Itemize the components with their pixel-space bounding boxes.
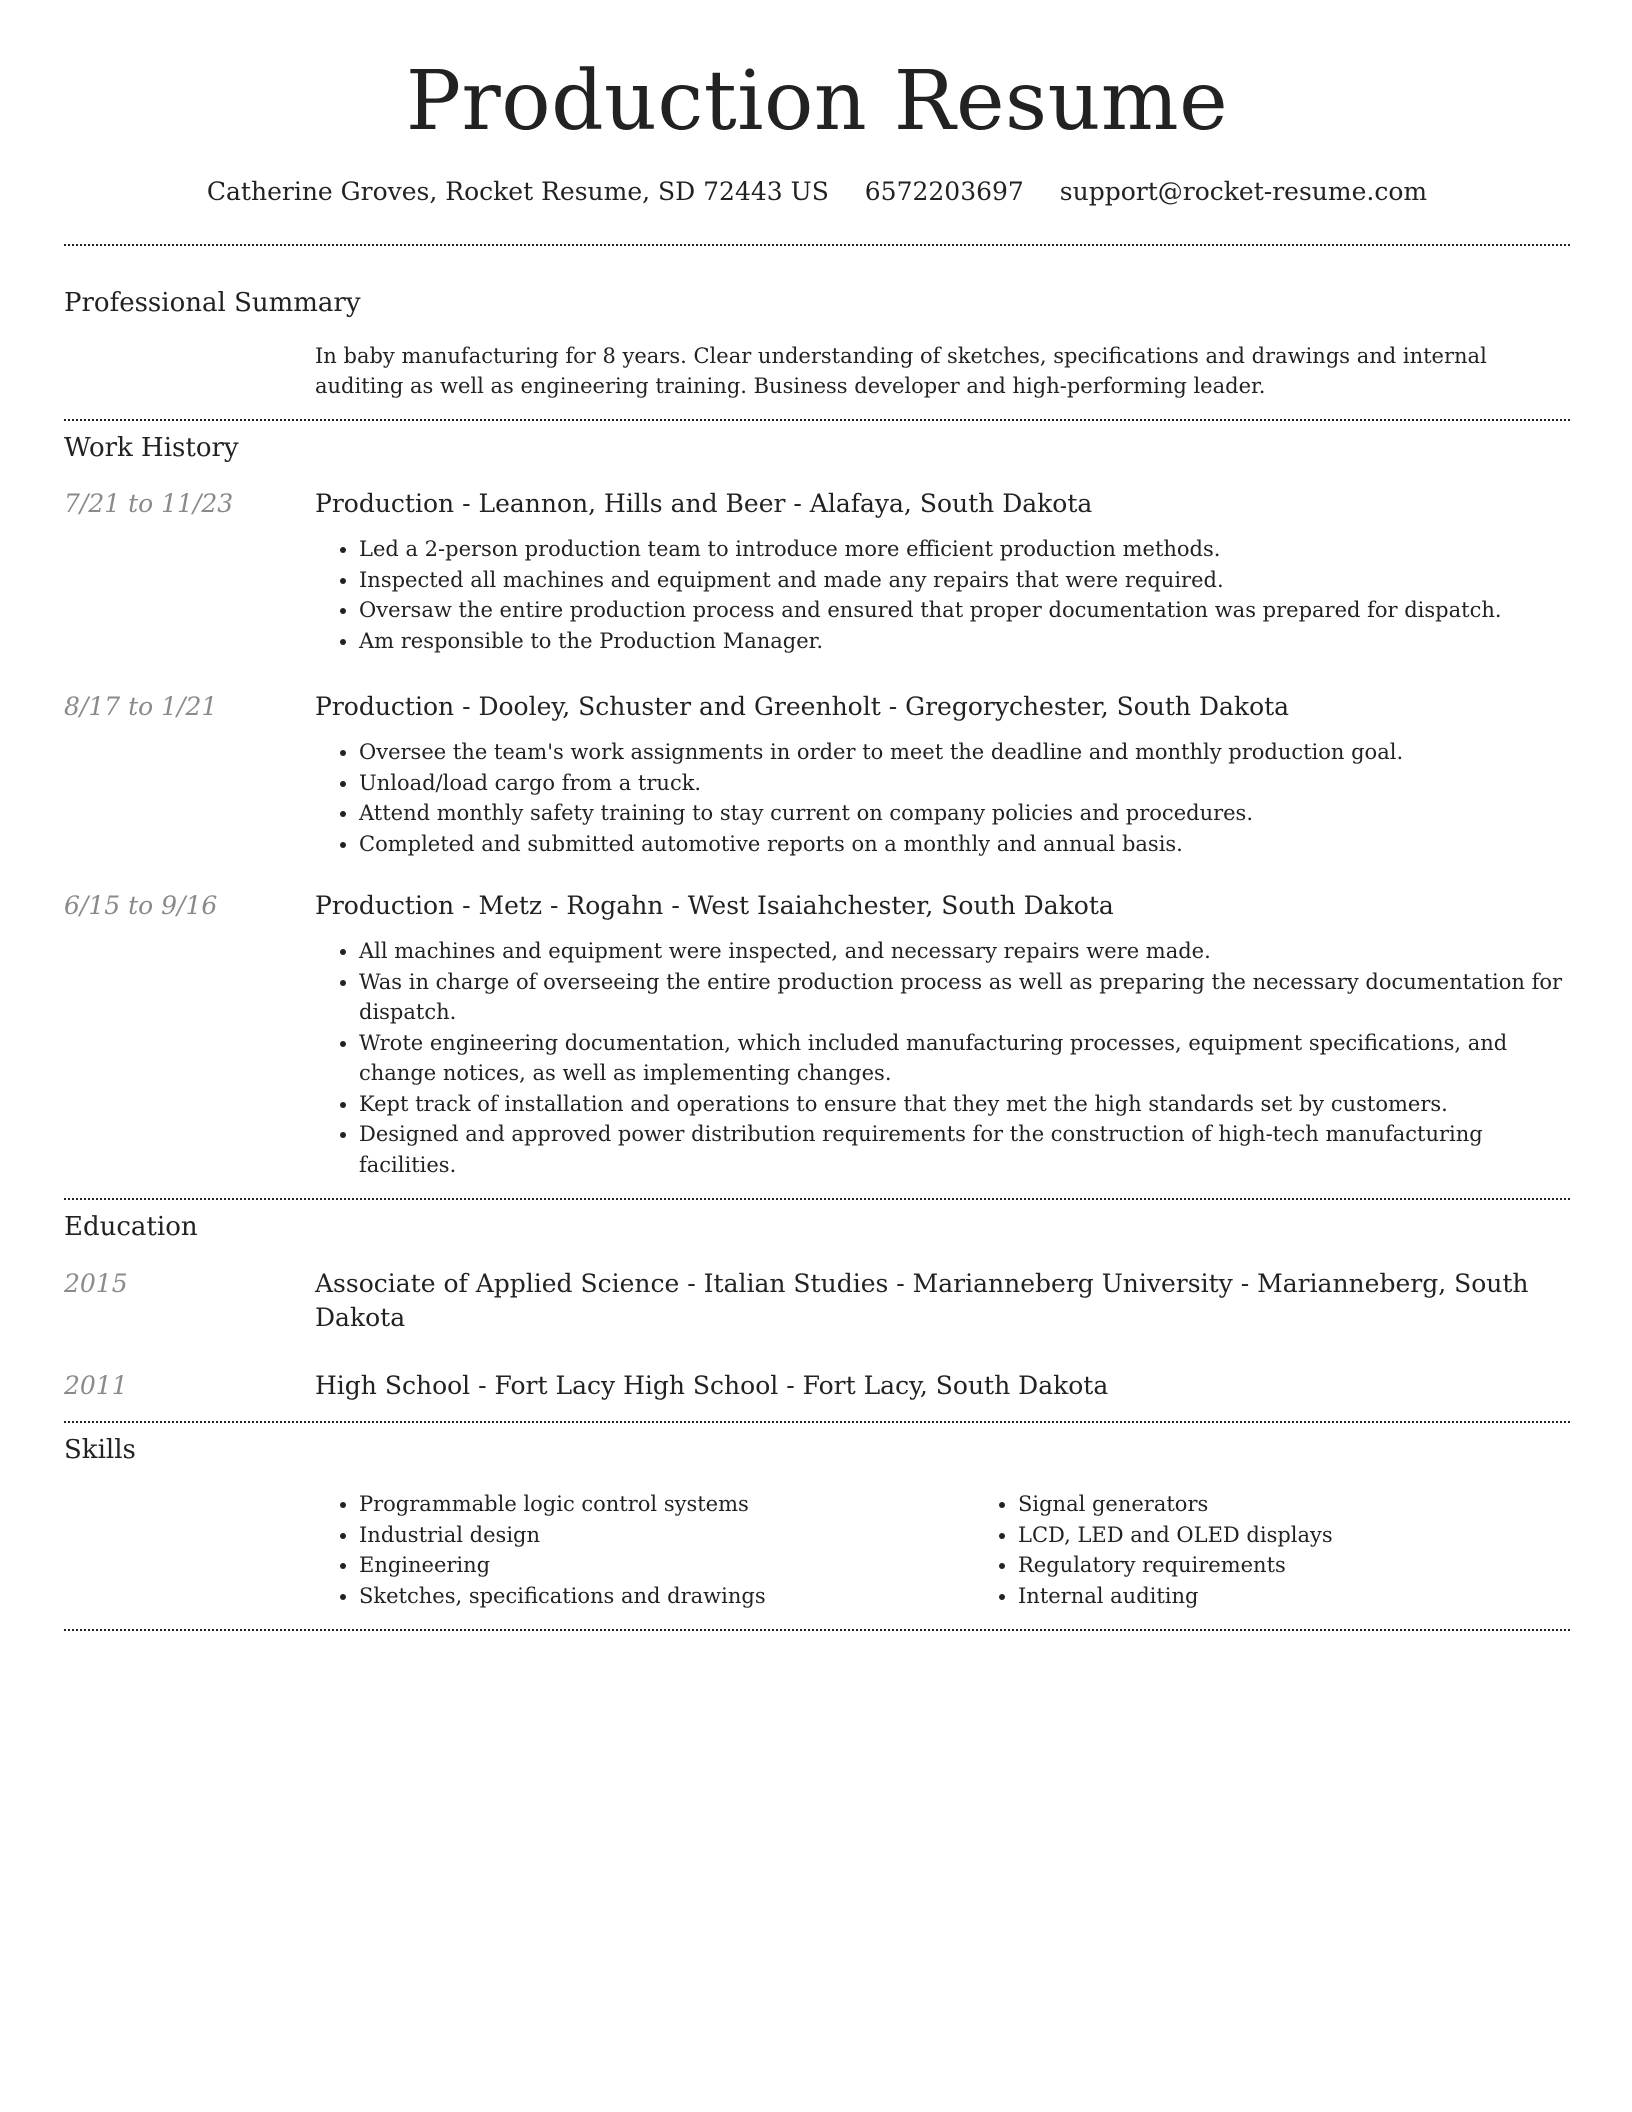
job-title: Production - Leannon, Hills and Beer - Alafaya, South Dakota (315, 489, 1093, 518)
education-year: 2011 (64, 1371, 128, 1400)
skills-section (64, 1433, 1570, 1611)
list-item: • Was in charge of overseeing the entire production process as well as preparing the necessary documentation for dispatch. (359, 967, 1570, 1028)
job-entry (64, 690, 1570, 859)
contact-phone: 6572203697 (864, 177, 1024, 206)
contact-address: Catherine Groves, Rocket Resume, SD 72443 US (206, 177, 829, 206)
summary-text: In baby manufacturing for 8 years. Clear understanding of sketches, specifications and drawings and internal auditing as well as engineering training. Business developer and high-performing leader. (315, 344, 1487, 398)
section-heading: Skills (64, 1435, 136, 1465)
education-year: 2015 (64, 1269, 128, 1298)
contact-email: support@rocket-resume.com (1059, 177, 1428, 206)
job-bullets (315, 737, 1570, 859)
list-item: • Programmable logic control systems (359, 1489, 974, 1520)
section-heading: Work History (64, 433, 239, 463)
list-item: • Regulatory requirements (1018, 1550, 1632, 1581)
list-item: • Internal auditing (1018, 1581, 1632, 1612)
list-item: • Unload/load cargo from a truck. (359, 768, 1570, 799)
list-item: • Attend monthly safety training to stay current on company policies and procedures. (359, 798, 1570, 829)
job-bullets (315, 936, 1570, 1180)
skills-list-right (974, 1489, 1632, 1611)
job-content (315, 487, 1570, 656)
list-item: • Kept track of installation and operations to ensure that they met the high standards set by customers. (359, 1089, 1570, 1120)
list-item: • Designed and approved power distribution requirements for the construction of high-tech manufacturing facilities. (359, 1119, 1570, 1180)
skills-columns (64, 1489, 1570, 1611)
list-item: • Inspected all machines and equipment and made any repairs that were required. (359, 565, 1570, 596)
job-bullets (315, 534, 1570, 656)
job-dates: 8/17 to 1/21 (64, 692, 218, 721)
list-item: • LCD, LED and OLED displays (1018, 1520, 1632, 1551)
job-dates: 7/21 to 11/23 (64, 489, 234, 518)
job-dates: 6/15 to 9/16 (64, 891, 218, 920)
list-item: • Led a 2-person production team to introduce more efficient production methods. (359, 534, 1570, 565)
job-entry (64, 889, 1570, 1180)
list-item: • Industrial design (359, 1520, 974, 1551)
education-school: - Marianneberg University - Marianneberg, South Dakota (315, 1269, 1529, 1332)
divider (64, 1198, 1570, 1200)
divider (64, 1421, 1570, 1423)
list-item: • Engineering (359, 1550, 974, 1581)
education-school: - Fort Lacy High School - Fort Lacy, South Dakota (470, 1371, 1109, 1400)
education-section (64, 1210, 1570, 1403)
summary-section (64, 286, 1570, 401)
list-item: • Wrote engineering documentation, which included manufacturing processes, equipment specifications, and change notices, as well as implementing changes. (359, 1028, 1570, 1089)
skills-list-left (315, 1489, 974, 1611)
job-title: Production - Metz - Rogahn - West Isaiahchester, South Dakota (315, 891, 1114, 920)
section-heading: Education (64, 1212, 198, 1242)
divider (64, 419, 1570, 421)
job-entry (64, 487, 1570, 656)
divider (64, 244, 1570, 246)
list-item: • All machines and equipment were inspected, and necessary repairs were made. (359, 936, 1570, 967)
education-content (315, 1267, 1570, 1335)
job-content (315, 889, 1570, 1180)
education-degree: Associate of Applied Science - Italian Studies (315, 1269, 889, 1298)
contact-line (64, 176, 1570, 208)
resume-page (64, 0, 1570, 1631)
list-item: • Oversaw the entire production process and ensured that proper documentation was prepared for dispatch. (359, 595, 1570, 626)
divider (64, 1629, 1570, 1631)
list-item: • Am responsible to the Production Manager. (359, 626, 1570, 657)
page-title: Production Resume (405, 54, 1229, 149)
section-heading: Professional Summary (64, 288, 361, 318)
list-item: • Signal generators (1018, 1489, 1632, 1520)
work-history-section (64, 431, 1570, 1180)
job-content (315, 690, 1570, 859)
education-entry (64, 1369, 1570, 1403)
education-degree: High School (315, 1371, 471, 1400)
education-content (315, 1369, 1570, 1403)
education-entry (64, 1267, 1570, 1335)
list-item: • Sketches, specifications and drawings (359, 1581, 974, 1612)
job-title: Production - Dooley, Schuster and Greenholt - Gregorychester, South Dakota (315, 692, 1290, 721)
list-item: • Oversee the team's work assignments in order to meet the deadline and monthly production goal. (359, 737, 1570, 768)
list-item: • Completed and submitted automotive reports on a monthly and annual basis. (359, 829, 1570, 860)
